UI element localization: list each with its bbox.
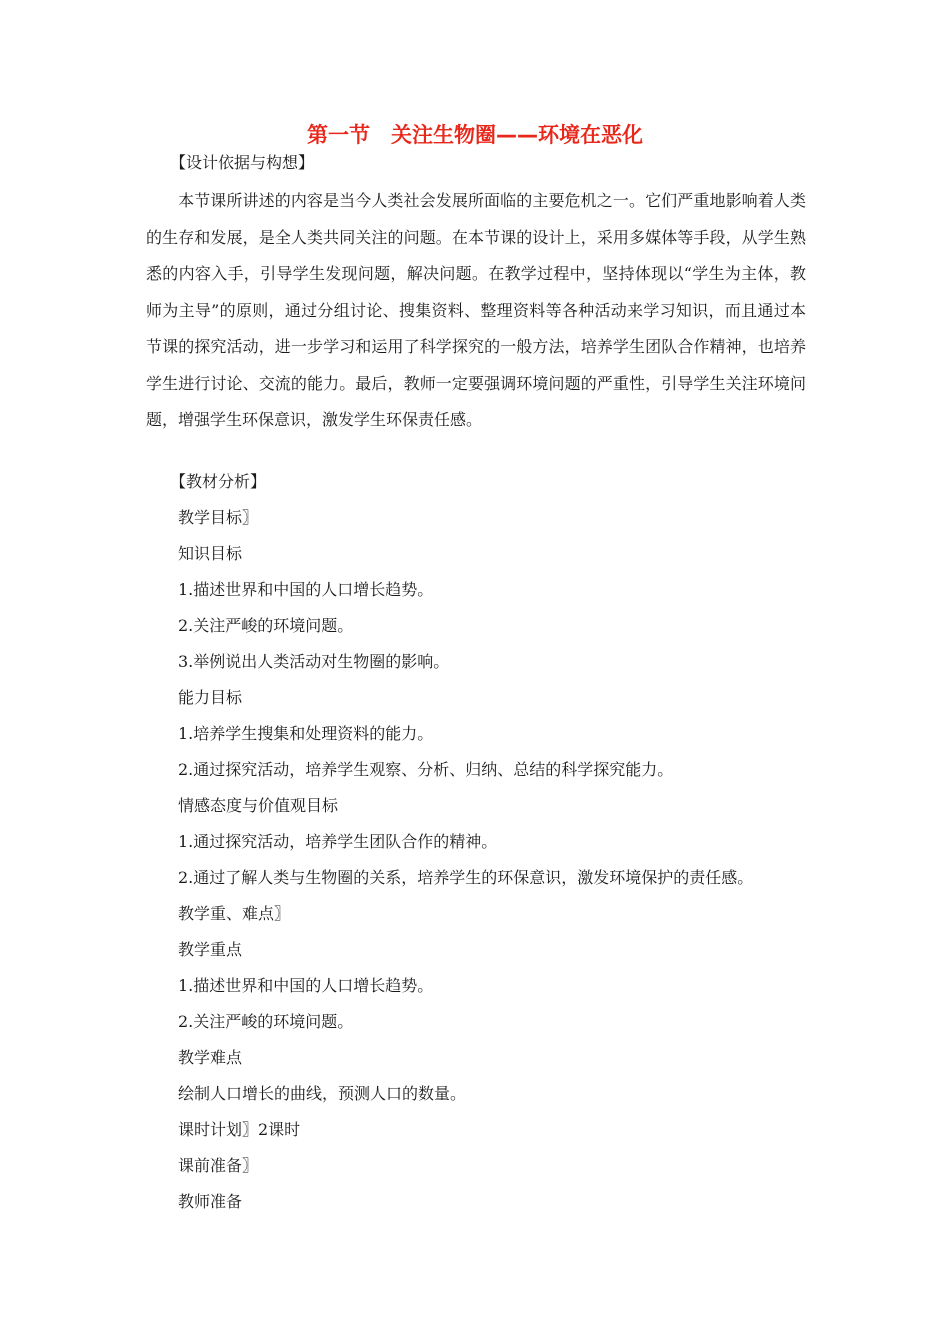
heading-key-points: 教学重点 bbox=[178, 940, 243, 959]
list-item: 1.通过探究活动，培养学生团队合作的精神。 bbox=[178, 832, 498, 851]
list-item: 绘制人口增长的曲线，预测人口的数量。 bbox=[178, 1084, 467, 1103]
heading-lesson-plan: 课时计划〗2课时 bbox=[178, 1120, 301, 1139]
document-title: 第一节 关注生物圈——环境在恶化 bbox=[307, 123, 643, 147]
list-item: 2.通过探究活动，培养学生观察、分析、归纳、总结的科学探究能力。 bbox=[178, 760, 674, 779]
list-item: 2.关注严峻的环境问题。 bbox=[178, 616, 354, 635]
heading-key-difficult: 教学重、难点〗 bbox=[178, 904, 291, 923]
list-item: 3.举例说出人类活动对生物圈的影响。 bbox=[178, 652, 450, 671]
heading-teacher-prep: 教师准备 bbox=[178, 1192, 243, 1211]
list-item: 1.描述世界和中国的人口增长趋势。 bbox=[178, 580, 434, 599]
list-item: 1.培养学生搜集和处理资料的能力。 bbox=[178, 724, 434, 743]
heading-knowledge-goals: 知识目标 bbox=[178, 544, 243, 563]
list-item: 2.关注严峻的环境问题。 bbox=[178, 1012, 354, 1031]
heading-preparation: 课前准备〗 bbox=[178, 1156, 259, 1175]
heading-ability-goals: 能力目标 bbox=[178, 688, 243, 707]
design-paragraph bbox=[146, 183, 806, 439]
heading-teaching-goals: 教学目标〗 bbox=[178, 508, 259, 527]
list-item: 1.描述世界和中国的人口增长趋势。 bbox=[178, 976, 434, 995]
list-item: 2.通过了解人类与生物圈的关系，培养学生的环保意识，激发环境保护的责任感。 bbox=[178, 868, 754, 887]
heading-attitude-goals: 情感态度与价值观目标 bbox=[178, 796, 339, 815]
section-heading-material: 【教材分析】 bbox=[170, 472, 267, 491]
heading-difficult-points: 教学难点 bbox=[178, 1048, 243, 1067]
design-paragraph-text: 本节课所讲述的内容是当今人类社会发展所面临的主要危机之一。它们严重地影响着人类的生存和发展，是全人类共同关注的问题。在本节课的设计上，采用多媒体等手段，从学生熟悉的内容入手，引导学生发现问题，解决问题。在教学过程中，坚持体现以“学生为主体，教师为主导”的原则，通过分组讨论、搜集资料、整理资料等各种活动来学习知识，而且通过本节课的探究活动，进一步学习和运用了科学探究的一般方法，培养学生团队合作精神，也培养学生进行讨论、交流的能力。最后，教师一定要强调环境问题的严重性，引导学生关注环境问题，增强学生环保意识，激发学生环保责任感。 bbox=[146, 191, 806, 429]
section-heading-design: 【设计依据与构想】 bbox=[170, 153, 315, 172]
